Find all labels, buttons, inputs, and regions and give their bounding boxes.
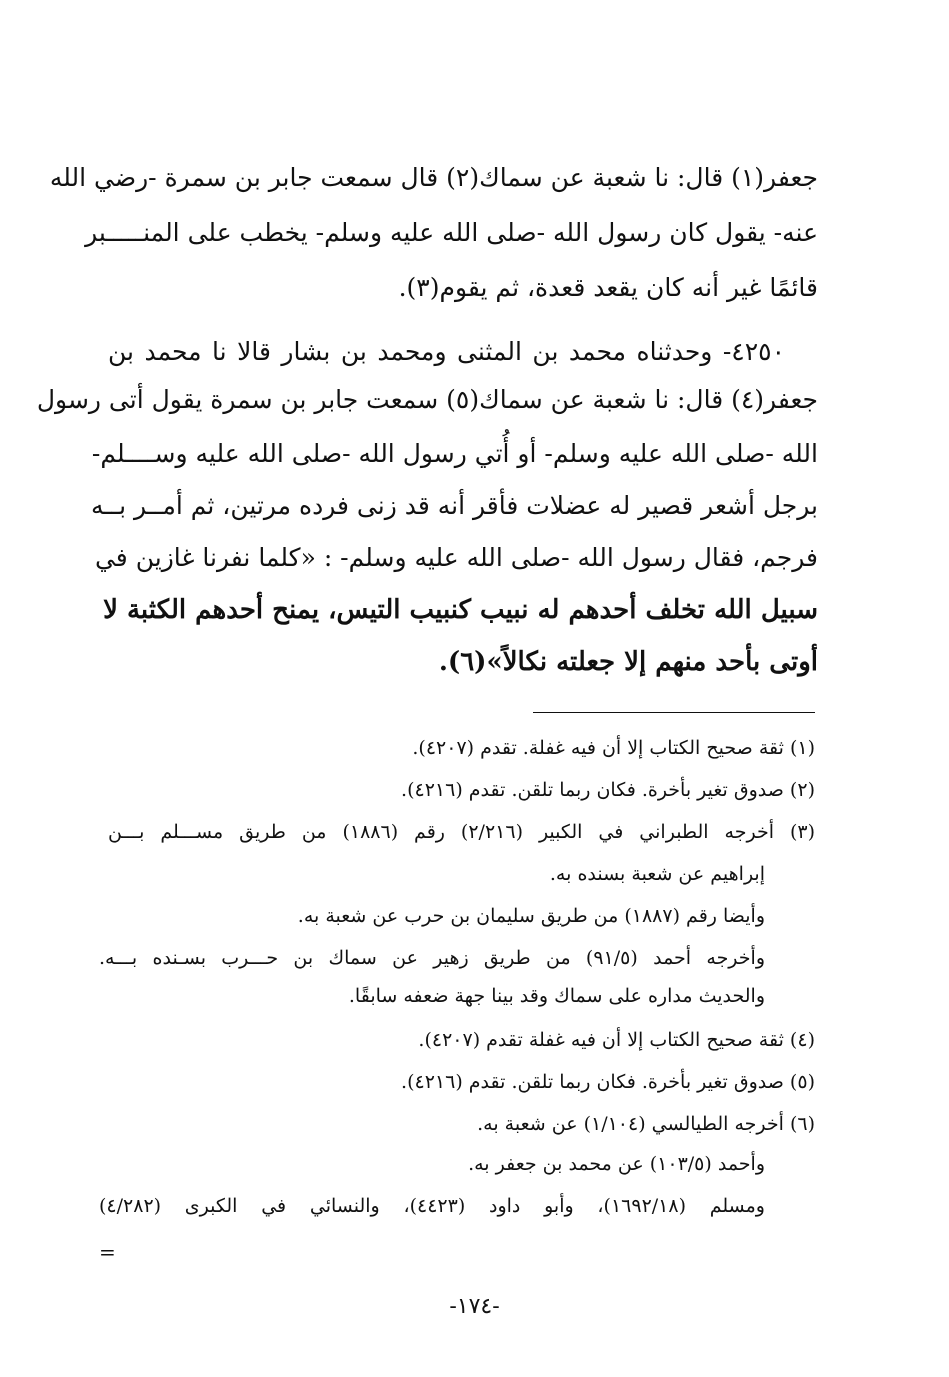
main-text-line: برجل أشعر قصير له عضلات فأقر أنه قد زنى فرده مرتين، ثم أمــر بــه (91, 491, 818, 520)
footnote-line: وأحمد (١٠٣/٥) عن محمد بن جعفر به. (468, 1153, 765, 1175)
footnote-line: (٦) أخرجه الطيالسي (١/١٠٤) عن شعبة به. (477, 1113, 815, 1135)
footnote-line: وأخرجه أحمد (٩١/٥) من طريق زهير عن سماك بن حـــرب بسـنده بـــه. (99, 947, 765, 969)
hadith-quote-line: سبيل الله تخلف أحدهم له نبيب كنبيب التيس، يمنح أحدهم الكثبة لا (103, 595, 818, 625)
footnote-separator (533, 712, 815, 713)
footnote-line: (٥) صدوق تغير بأخرة. فكان ربما تلقن. تقدم (٤٢١٦). (401, 1071, 815, 1093)
footnote-line: (٢) صدوق تغير بأخرة. فكان ربما تلقن. تقدم (٤٢١٦). (401, 779, 815, 801)
footnote-line: ومسلم (١٦٩٢/١٨)، وأبو داود (٤٤٢٣)، والنسائي في الكبرى (٤/٢٨٢) (99, 1195, 765, 1217)
footnote-line: إبراهيم عن شعبة بسنده به. (549, 863, 765, 885)
main-text-line: فرجم، فقال رسول الله -صلى الله عليه وسلم- : «كلما نفرنا غازين في (94, 543, 818, 572)
footnote-line: (١) ثقة صحيح الكتاب إلا أن فيه غفلة. تقدم (٤٢٠٧). (412, 737, 815, 759)
footnote-line: (٤) ثقة صحيح الكتاب إلا أن فيه غفلة تقدم (٤٢٠٧). (418, 1029, 815, 1051)
footnote-line: وأيضا رقم (١٨٨٧) من طريق سليمان بن حرب عن شعبة به. (297, 905, 765, 927)
footnote-line: والحديث مداره على سماك وقد بينا جهة ضعفه سابقًا. (348, 985, 765, 1007)
main-text-line: جعفر(٤) قال: نا شعبة عن سماك(٥) سمعت جابر بن سمرة يقول أتى رسول (36, 385, 818, 414)
page-number: -١٧٤- (449, 1294, 500, 1319)
hadith-quote-line: أوتى بأحد منهم إلا جعلته نكالاً»(٦). (438, 647, 818, 677)
main-text-line: قائمًا غير أنه كان يقعد قعدة، ثم يقوم(٣). (398, 273, 818, 302)
hadith-number-line: ٤٢٥٠- وحدثناه محمد بن المثنى ومحمد بن بشار قالا نا محمد بن (108, 337, 785, 366)
main-text-line: عنه- يقول كان رسول الله -صلى الله عليه وسلم- يخطب على المنـــــبر (85, 218, 818, 247)
main-text-line: جعفر(١) قال: نا شعبة عن سماك(٢) قال سمعت جابر بن سمرة -رضي الله (49, 163, 818, 192)
footnote-line: (٣) أخرجه الطبراني في الكبير (٢/٢١٦) رقم (١٨٨٦) من طريق مســـلم بـــن (108, 821, 815, 843)
main-text-line: الله -صلى الله عليه وسلم- أو أُتي رسول الله -صلى الله عليه وســــلم- (91, 439, 818, 468)
continuation-mark: = (99, 1240, 116, 1264)
